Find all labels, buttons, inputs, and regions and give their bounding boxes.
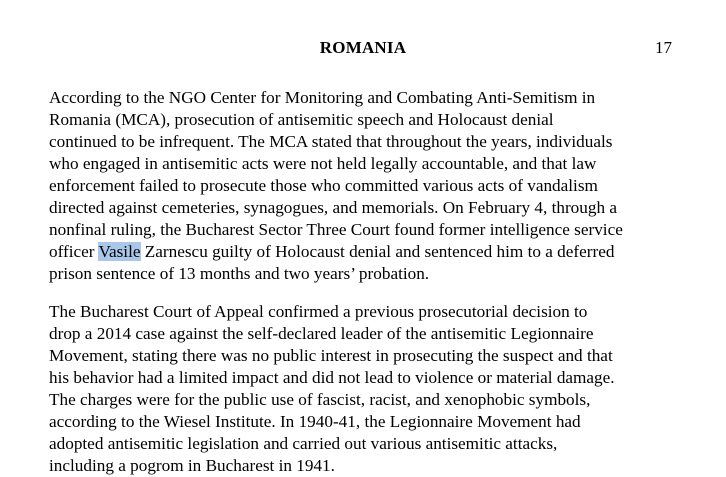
text-line: enforcement failed to prosecute those who committed various acts of vandalism (49, 176, 598, 195)
text-line: According to the NGO Center for Monitoring and Combating Anti-Semitism in (49, 88, 596, 107)
page-header (0, 36, 726, 60)
text-line: including a pogrom in Bucharest in 1941. (49, 456, 335, 475)
text-line: prison sentence of 13 months and two years’ probation. (49, 264, 430, 283)
text-line-with-selection[interactable] (49, 241, 689, 263)
text-line: The Bucharest Court of Appeal confirmed a previous prosecutorial decision to (49, 302, 588, 321)
text-line: The charges were for the public use of fascist, racist, and xenophobic symbols, (49, 390, 591, 409)
text-line: who engaged in antisemitic acts were not held legally accountable, and that law (49, 154, 597, 173)
text-segment: Zarnescu guilty of Holocaust denial and sentenced him to a deferred (140, 242, 615, 261)
text-line: Romania (MCA), prosecution of antisemitic speech and Holocaust denial (49, 110, 554, 129)
text-line: Movement, stating there was no public interest in prosecuting the suspect and that (49, 346, 613, 365)
paragraph-court-of-appeal (49, 301, 689, 477)
text-line: according to the Wiesel Institute. In 1940-41, the Legionnaire Movement had (49, 412, 581, 431)
text-line: continued to be infrequent. The MCA stated that throughout the years, individuals (49, 132, 613, 151)
text-line: his behavior had a limited impact and did not lead to violence or material damage. (49, 368, 615, 387)
text-line: adopted antisemitic legislation and carried out various antisemitic attacks, (49, 434, 558, 453)
paragraph-monitoring-antisemitism (49, 87, 689, 285)
page-title: ROMANIA (319, 38, 407, 57)
text-line: drop a 2014 case against the self-declared leader of the antisemitic Legionnaire (49, 324, 594, 343)
text-segment: officer (49, 242, 99, 261)
selected-text-highlight[interactable]: Vasile (98, 242, 141, 261)
text-line: directed against cemeteries, synagogues, and memorials. On February 4, through a (49, 198, 617, 217)
text-line: nonfinal ruling, the Bucharest Sector Three Court found former intelligence service (49, 220, 623, 239)
page-number: 17 (655, 38, 672, 57)
